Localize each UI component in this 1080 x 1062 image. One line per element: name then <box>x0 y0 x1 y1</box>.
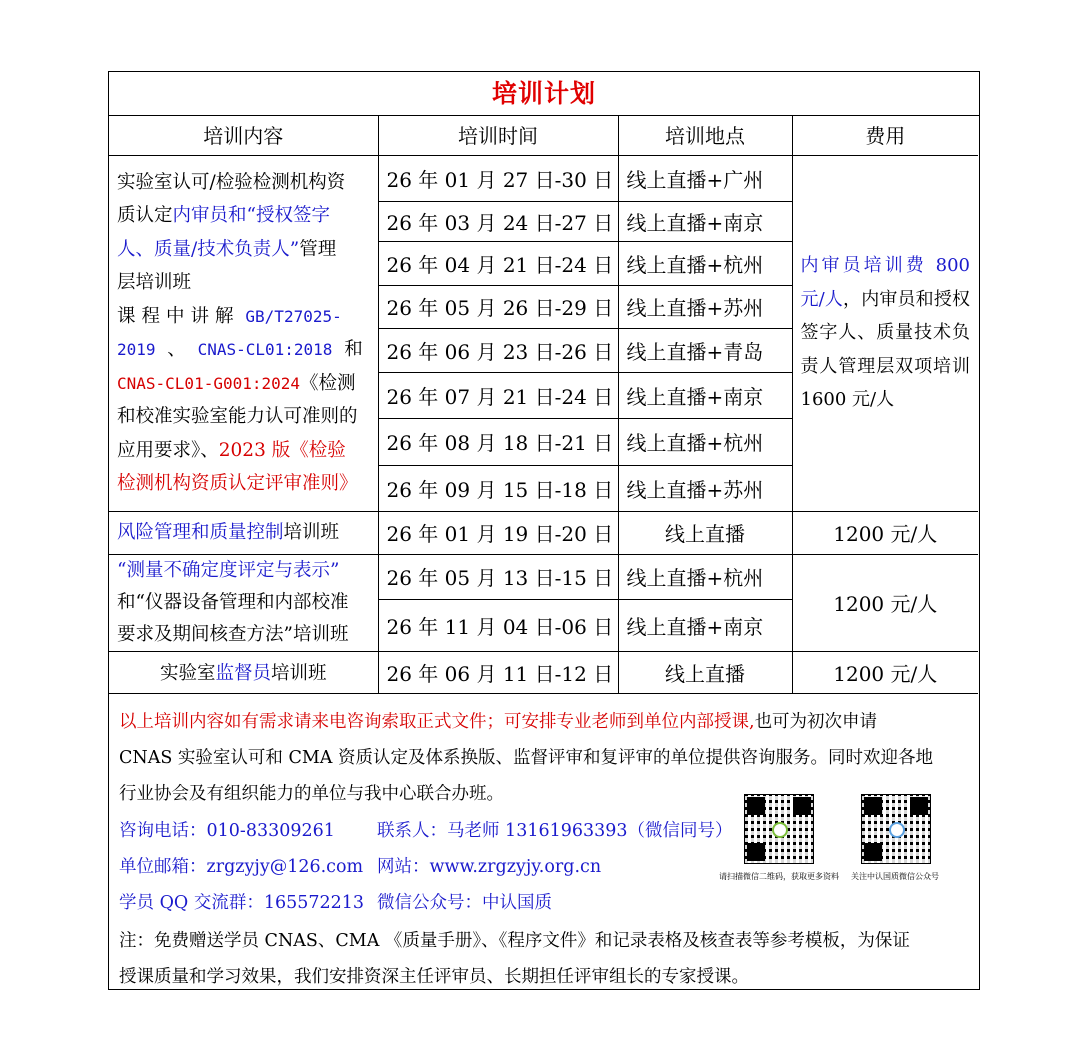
notes-highlight: 以上培训内容如有需求请来电咨询索取正式文件；可安排专业老师到单位内部授课, <box>119 712 755 732</box>
course4-text: 培训班 <box>271 663 327 684</box>
session-date: 26 年 03 月 24 日-27 日 <box>378 201 618 241</box>
notes-line: CNAS 实验室认可和 CMA 资质认定及体系换版、监督评审和复评审的单位提供咨询服务。同时欢迎各地 <box>119 748 933 768</box>
session-date: 26 年 05 月 26 日-29 日 <box>378 285 618 328</box>
course1-text: 管理 <box>299 238 337 260</box>
session-location: 线上直播+杭州 <box>618 554 792 599</box>
course1-highlight: 2023 版《检验 <box>218 439 346 461</box>
session-location: 线上直播 <box>618 651 792 693</box>
qr1-caption: 请扫描微信二维码，获取更多资料 <box>719 872 839 881</box>
session-date: 26 年 01 月 27 日-30 日 <box>378 155 618 201</box>
phone-text: 咨询电话：010-83309261 <box>119 821 335 841</box>
standard-ref: CNAS-CL01-G001:2024 <box>117 373 301 393</box>
session-location: 线上直播+苏州 <box>618 465 792 511</box>
course1-text: 应用要求》、 <box>117 439 219 461</box>
course1-text: 《检测 <box>300 372 356 394</box>
wechat-qr-code <box>744 794 814 864</box>
session-date: 26 年 09 月 15 日-18 日 <box>378 465 618 511</box>
table-row <box>109 155 978 201</box>
course3-fee: 1200 元/人 <box>792 554 978 651</box>
website-text: 网站：www.zrgzyjy.org.cn <box>377 857 602 877</box>
course1-text: 和 <box>344 339 363 360</box>
schedule-grid <box>109 115 978 694</box>
course1-text: 、 <box>167 339 186 360</box>
table-row <box>109 554 978 599</box>
session-location: 线上直播+杭州 <box>618 241 792 285</box>
course3-highlight: “测量不确定度评定与表示” <box>117 559 340 581</box>
course1-fee-highlight: 内审员培训费 800 元/人 <box>800 255 970 310</box>
header-content: 培训内容 <box>109 115 378 155</box>
email-text: 单位邮箱：zrgzyjy@126.com <box>119 857 364 877</box>
course1-fee <box>792 155 978 511</box>
page-title: 培训计划 <box>109 72 979 116</box>
session-date: 26 年 01 月 19 日-20 日 <box>378 511 618 554</box>
session-location: 线上直播 <box>618 511 792 554</box>
standard-ref: 2019 <box>117 340 156 359</box>
course1-highlight: 内审员和“授权签字 <box>172 205 330 226</box>
course2-fee: 1200 元/人 <box>792 511 978 554</box>
notes-line: 行业协会及有组织能力的单位与我中心联合办班。 <box>119 784 504 804</box>
session-date: 26 年 07 月 21 日-24 日 <box>378 372 618 418</box>
course1-fee-text: ，内审员和授权签字人、质量技术负责人管理层双项培训 1600 元/人 <box>800 288 970 411</box>
qr-logo-icon <box>772 822 788 838</box>
session-date: 26 年 06 月 23 日-26 日 <box>378 328 618 372</box>
session-location: 线上直播+南京 <box>618 599 792 651</box>
course4-fee: 1200 元/人 <box>792 651 978 693</box>
course4-highlight: 监督员 <box>215 663 271 684</box>
course4-text: 实验室 <box>159 663 216 684</box>
session-location: 线上直播+杭州 <box>618 418 792 465</box>
wechat-account-text: 微信公众号：中认国质 <box>377 893 552 913</box>
session-date: 26 年 11 月 04 日-06 日 <box>378 599 618 651</box>
notes-text: 也可为初次申请 <box>754 712 878 732</box>
header-row <box>109 115 978 155</box>
course2-text: 培训班 <box>283 521 340 543</box>
course1-text: 和校准实验室能力认可准则的 <box>117 406 358 427</box>
notes-line: 授课质量和学习效果，我们安排资深主任评审员、长期担任评审组长的专家授课。 <box>119 967 749 987</box>
session-date: 26 年 08 月 18 日-21 日 <box>378 418 618 465</box>
notes-line: 注：免费赠送学员 CNAS、CMA 《质量手册》、《程序文件》和记录表格及核查表等参考模板，为保证 <box>119 931 910 951</box>
official-account-qr-code <box>861 794 931 864</box>
qr-logo-icon <box>889 822 905 838</box>
contact-text: 联系人：马老师 13161963393（微信同号） <box>377 821 733 841</box>
course1-description <box>109 155 378 511</box>
table-row <box>109 651 978 693</box>
course1-highlight: 人、质量/技术负责人” <box>117 238 300 260</box>
session-location: 线上直播+南京 <box>618 201 792 241</box>
header-location: 培训地点 <box>618 115 792 155</box>
qr2-caption: 关注中认国质微信公众号 <box>851 872 939 881</box>
course1-text: 实验室认可/检验检测机构资 <box>117 171 346 193</box>
course1-text: 课程中讲解 <box>117 305 240 327</box>
course3-description <box>109 554 378 651</box>
course4-name <box>109 651 378 693</box>
standard-ref: CNAS-CL01:2018 <box>197 340 333 359</box>
course1-text: 质认定 <box>117 205 173 226</box>
notes-line <box>119 708 877 733</box>
session-date: 26 年 04 月 21 日-24 日 <box>378 241 618 285</box>
session-location: 线上直播+苏州 <box>618 285 792 328</box>
header-fee: 费用 <box>792 115 978 155</box>
course2-name <box>109 511 378 554</box>
course2-highlight: 风险管理和质量控制 <box>117 521 284 543</box>
course1-text: 层培训班 <box>117 272 192 293</box>
standard-ref: GB/T27025- <box>245 306 342 326</box>
header-time: 培训时间 <box>378 115 618 155</box>
course3-text: 和“仪器设备管理和内部校准 <box>117 591 349 613</box>
session-location: 线上直播+青岛 <box>618 328 792 372</box>
session-location: 线上直播+南京 <box>618 372 792 418</box>
table-row <box>109 511 978 554</box>
session-date: 26 年 05 月 13 日-15 日 <box>378 554 618 599</box>
training-plan-table <box>108 71 980 990</box>
course1-highlight: 检测机构资质认定评审准则》 <box>117 473 358 494</box>
qq-group-text: 学员 QQ 交流群：165572213 <box>119 893 365 913</box>
course3-text: 要求及期间核查方法”培训班 <box>117 623 349 645</box>
session-location: 线上直播+广州 <box>618 155 792 201</box>
session-date: 26 年 06 月 11 日-12 日 <box>378 651 618 693</box>
